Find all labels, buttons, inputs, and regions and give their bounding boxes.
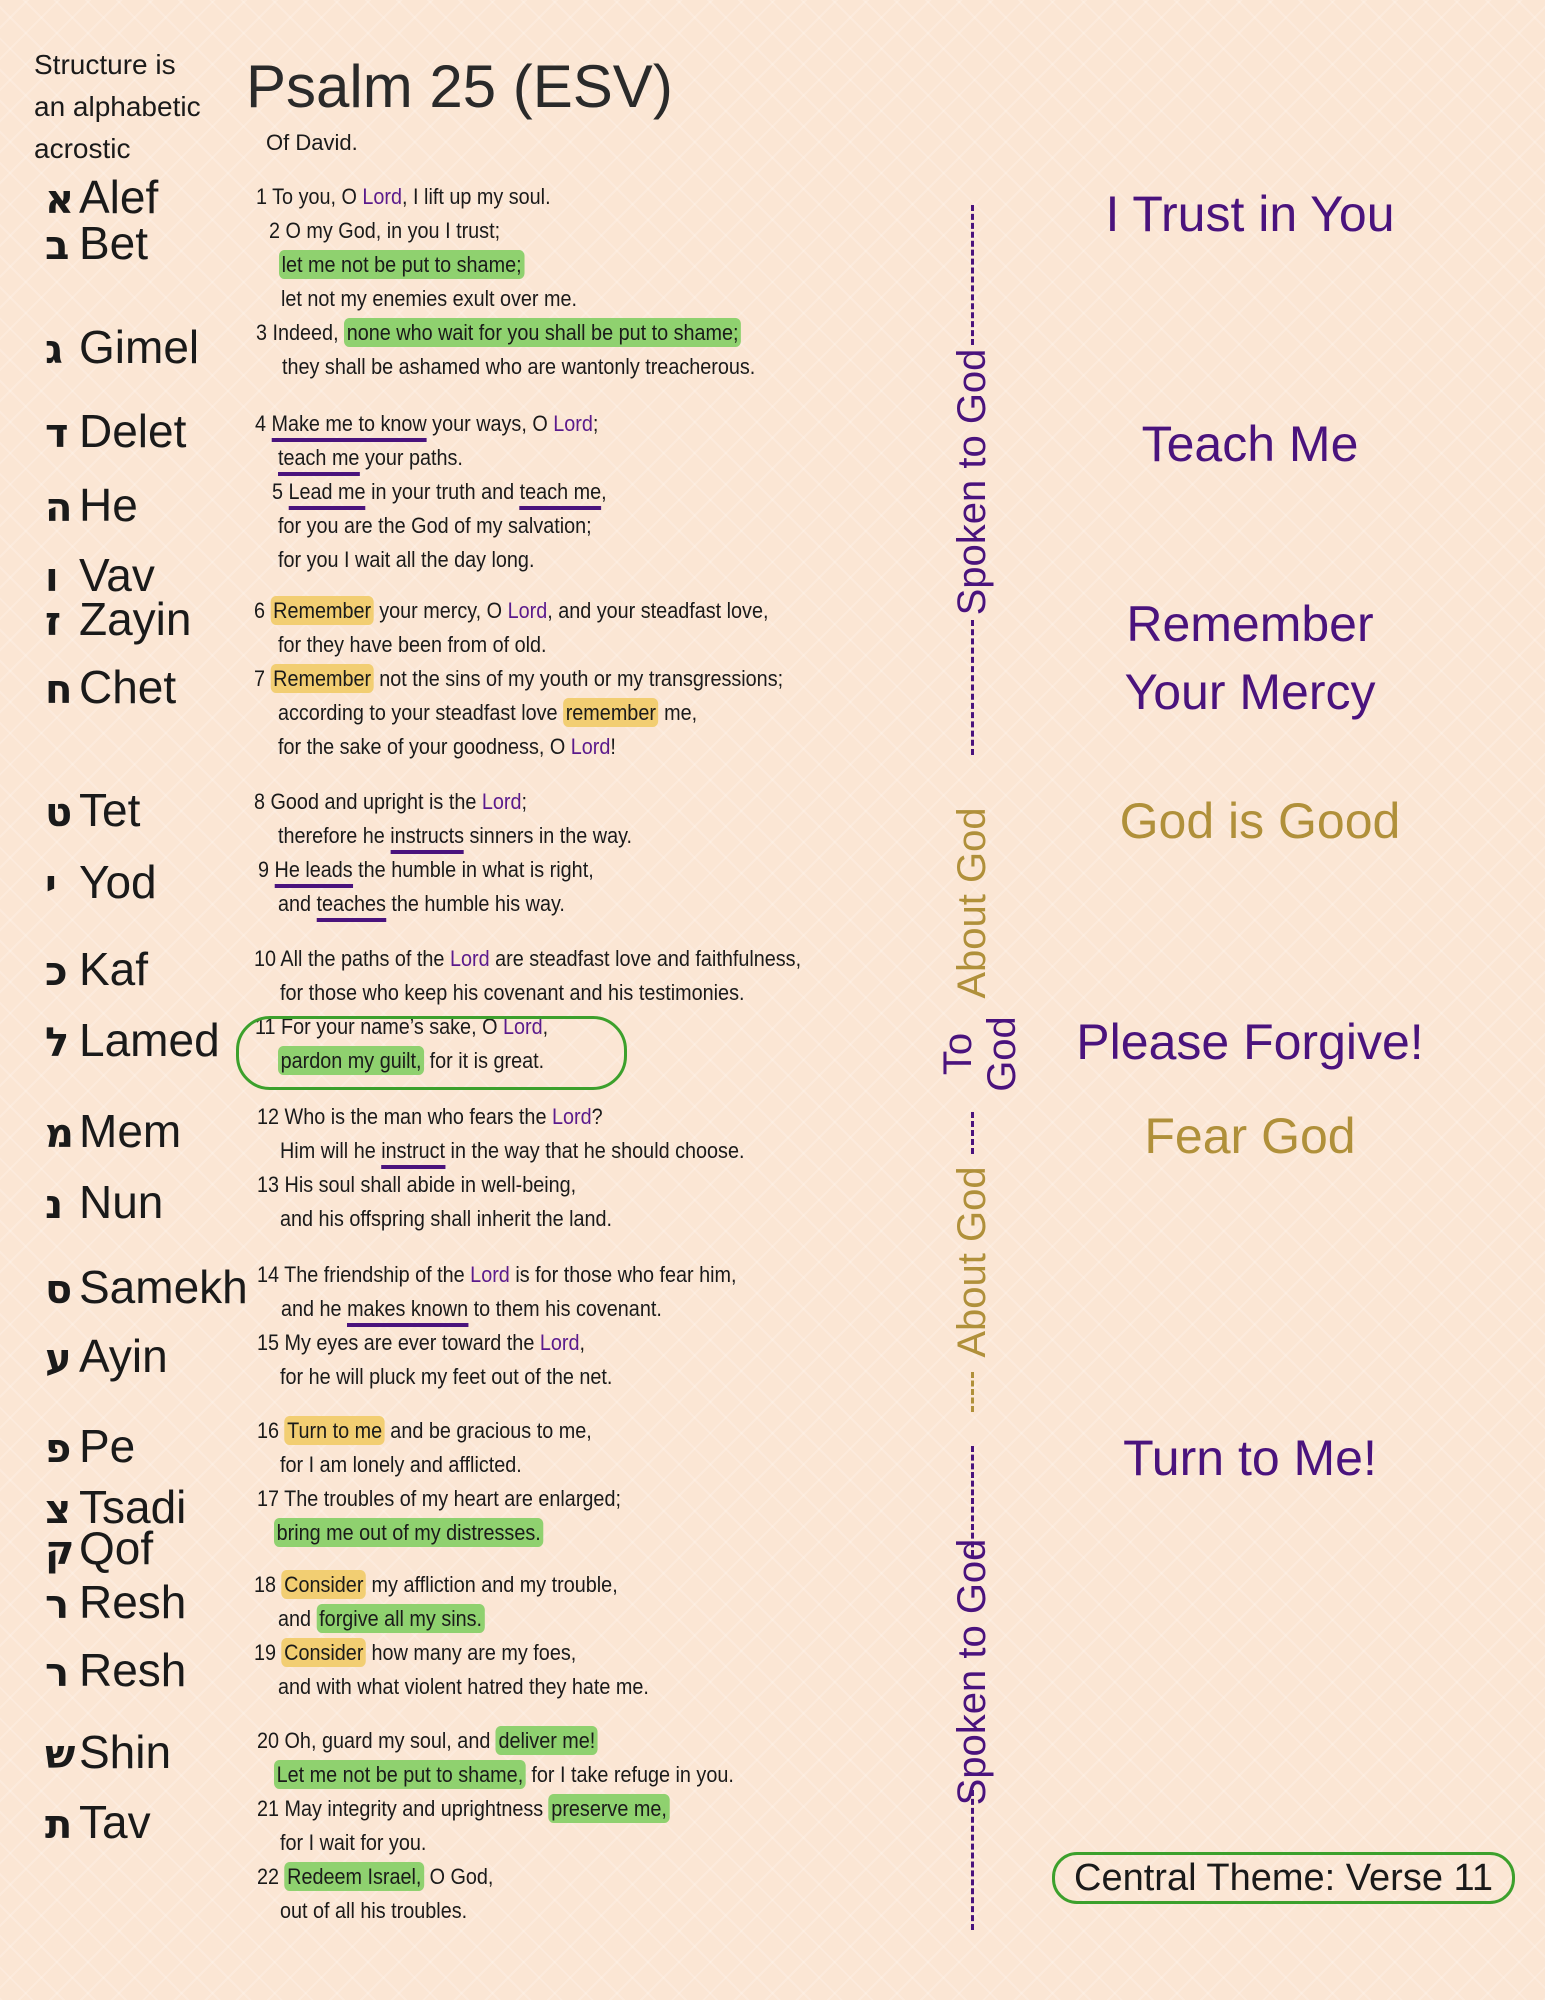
hebrew-letter-glyph: א: [45, 177, 75, 223]
lord-word: Lord: [507, 598, 548, 623]
text-segment: 9: [258, 857, 275, 882]
lord-word: Lord: [362, 184, 403, 209]
text-segment: , I lift up my soul.: [402, 184, 551, 209]
psalm-line: [257, 1416, 592, 1446]
hebrew-letter-row: [45, 1015, 220, 1068]
theme-remember: [1055, 590, 1445, 726]
hebrew-letter-row: [45, 218, 148, 271]
lord-word: Lord: [481, 789, 522, 814]
hebrew-letter-row: [45, 1331, 168, 1384]
hebrew-letter-name: Zayin: [79, 593, 192, 645]
hebrew-letter-row: [45, 785, 140, 838]
hebrew-letter-glyph: מ: [45, 1111, 74, 1157]
yellow-highlight: remember: [563, 698, 659, 727]
hebrew-letter-glyph: ת: [45, 1802, 73, 1848]
hebrew-letter-name: Mem: [79, 1105, 182, 1157]
section-divider-line: [971, 205, 974, 345]
text-segment: in your truth and: [365, 479, 520, 504]
text-segment: ?: [591, 1104, 603, 1129]
text-segment: are steadfast love and faithfulness,: [489, 946, 802, 971]
psalm-line: [257, 1328, 585, 1358]
hebrew-letter-row: [45, 594, 191, 647]
text-segment: 2 O my God, in you I trust;: [269, 218, 501, 243]
text-segment: me,: [658, 700, 698, 725]
text-segment: 20 Oh, guard my soul, and: [257, 1728, 496, 1753]
hebrew-letter-name: Qof: [79, 1522, 154, 1574]
hebrew-letter-row: [45, 1421, 135, 1474]
hebrew-letter-glyph: ב: [45, 223, 70, 269]
intro-line: acrostic: [34, 133, 131, 164]
text-segment: ;: [592, 411, 599, 436]
yellow-highlight: Consider: [282, 1638, 367, 1667]
hebrew-letter-name: Nun: [79, 1176, 164, 1228]
green-highlight: deliver me!: [496, 1726, 598, 1755]
psalm-line: [280, 1450, 522, 1480]
theme-forgive: Please Forgive!: [1076, 1014, 1424, 1070]
hebrew-letter-glyph: ח: [45, 667, 73, 713]
hebrew-letter-glyph: ר: [45, 1650, 70, 1696]
text-segment: for the sake of your goodness, O: [278, 734, 571, 759]
text-segment: 5: [272, 479, 289, 504]
text-segment: and his offspring shall inherit the land.: [280, 1206, 613, 1231]
text-segment: for you I wait all the day long.: [278, 547, 535, 572]
theme-remember-line: Your Mercy: [1124, 664, 1376, 720]
psalm-line: [278, 821, 632, 851]
psalm-line: [254, 787, 527, 817]
hebrew-letter-name: Gimel: [79, 321, 200, 373]
hebrew-letter-name: Delet: [79, 405, 187, 457]
lord-word: Lord: [551, 1104, 592, 1129]
text-segment: for you are the God of my salvation;: [278, 513, 592, 538]
hebrew-letter-row: [45, 944, 148, 997]
text-segment: in the way that he should choose.: [445, 1138, 745, 1163]
text-segment: ,: [542, 1014, 549, 1039]
hebrew-letter-glyph: ט: [45, 790, 73, 836]
intro-line: Structure is: [34, 49, 176, 80]
text-segment: O God,: [424, 1864, 494, 1889]
psalm-line: [254, 664, 783, 694]
psalm-line: [269, 216, 500, 246]
psalm-line: [278, 698, 697, 728]
text-segment: therefore he: [278, 823, 391, 848]
text-segment: 1 To you, O: [256, 184, 363, 209]
text-segment: and: [278, 1606, 317, 1631]
psalm-line: [278, 630, 547, 660]
hebrew-letter-glyph: נ: [45, 1182, 64, 1228]
underlined-phrase: instruct: [381, 1138, 445, 1169]
text-segment: out of all his troubles.: [280, 1898, 468, 1923]
text-segment: 16: [257, 1418, 285, 1443]
hebrew-letter-glyph: ש: [45, 1732, 76, 1778]
hebrew-letter-glyph: י: [45, 862, 57, 908]
hebrew-letter-glyph: פ: [45, 1426, 72, 1472]
hebrew-letter-name: Bet: [79, 217, 149, 269]
text-segment: how many are my foes,: [366, 1640, 577, 1665]
text-segment: 21 May integrity and uprightness: [257, 1796, 549, 1821]
text-segment: and be gracious to me,: [384, 1418, 592, 1443]
section-label-to: To: [936, 1032, 980, 1076]
theme-teach: Teach Me: [1141, 416, 1359, 472]
intro-note: [34, 44, 234, 170]
psalm-line: [258, 855, 594, 885]
yellow-highlight: Consider: [282, 1570, 367, 1599]
text-segment: 12 Who is the man who fears the: [257, 1104, 552, 1129]
hebrew-letter-name: Yod: [79, 856, 157, 908]
underlined-phrase: makes known: [347, 1296, 468, 1327]
text-segment: Him will he: [280, 1138, 382, 1163]
psalm-line: [280, 1828, 426, 1858]
psalm-line: [274, 1760, 734, 1790]
psalm-line: [256, 182, 551, 212]
section-label-spoken-top: Spoken to God: [950, 348, 994, 616]
text-segment: 7: [254, 666, 271, 691]
hebrew-letter-name: Pe: [79, 1420, 136, 1472]
theme-turn: Turn to Me!: [1123, 1430, 1377, 1486]
psalm-line: [278, 889, 565, 919]
text-segment: and with what violent hatred they hate me.: [278, 1674, 649, 1699]
hebrew-letter-name: Resh: [79, 1644, 187, 1696]
text-segment: 4: [255, 411, 272, 436]
underlined-phrase: He leads: [275, 857, 353, 888]
text-segment: they shall be ashamed who are wantonly treacherous.: [282, 354, 756, 379]
text-segment: for they have been from of old.: [278, 632, 547, 657]
hebrew-letter-name: Ayin: [79, 1330, 168, 1382]
text-segment: 22: [257, 1864, 285, 1889]
lord-word: Lord: [570, 734, 611, 759]
psalm-line: [280, 1896, 467, 1926]
yellow-highlight: Turn to me: [285, 1416, 385, 1445]
green-highlight: preserve me,: [549, 1794, 670, 1823]
psalm-line: [255, 409, 598, 439]
psalm-line: [278, 511, 592, 541]
central-theme-box: Central Theme: Verse 11: [1052, 1852, 1515, 1904]
underlined-phrase: instructs: [390, 823, 464, 854]
psalm-line: [280, 978, 744, 1008]
psalm-line: [280, 1136, 744, 1166]
hebrew-letter-glyph: ס: [45, 1267, 73, 1313]
text-segment: ;: [521, 789, 528, 814]
hebrew-letter-row: [45, 480, 138, 533]
psalm-line: [278, 732, 616, 762]
section-divider-line: [971, 1790, 974, 1930]
green-highlight: none who wait for you shall be put to shame;: [344, 318, 741, 347]
text-segment: for those who keep his covenant and his testimonies.: [280, 980, 745, 1005]
section-divider-line: [971, 1372, 974, 1412]
underlined-phrase: teach me: [278, 445, 359, 476]
hebrew-letter-row: [45, 1727, 171, 1780]
section-divider-line: [971, 620, 974, 755]
hebrew-letter-glyph: ע: [45, 1336, 72, 1382]
hebrew-letter-glyph: ז: [45, 599, 62, 645]
text-segment: 3 Indeed,: [256, 320, 345, 345]
hebrew-letter-glyph: ל: [45, 1020, 70, 1066]
section-label-spoken-bottom: Spoken to God: [950, 1538, 994, 1806]
hebrew-letter-glyph: ד: [45, 411, 69, 457]
hebrew-letter-name: Lamed: [79, 1014, 220, 1066]
psalm-line: [278, 443, 463, 473]
underlined-phrase: teaches: [317, 891, 386, 922]
psalm-line: [256, 318, 741, 348]
underlined-phrase: teach me: [520, 479, 601, 510]
hebrew-letter-name: Alef: [79, 171, 159, 223]
text-segment: 14 The friendship of the: [257, 1262, 471, 1287]
text-segment: ,: [579, 1330, 585, 1355]
text-segment: 13 His soul shall abide in well-being,: [257, 1172, 577, 1197]
text-segment: for he will pluck my feet out of the net.: [280, 1364, 613, 1389]
psalm-line: [254, 1570, 618, 1600]
green-highlight: let me not be put to shame;: [279, 250, 524, 279]
text-segment: sinners in the way.: [464, 823, 633, 848]
text-segment: your paths.: [359, 445, 463, 470]
hebrew-letter-glyph: כ: [45, 949, 68, 995]
text-segment: not the sins of my youth or my transgressions;: [373, 666, 784, 691]
hebrew-letter-row: [45, 1645, 186, 1698]
hebrew-letter-name: Kaf: [79, 943, 149, 995]
section-label-about-top: About God: [950, 807, 994, 999]
yellow-highlight: Remember: [271, 596, 374, 625]
green-highlight: pardon my guilt,: [278, 1046, 424, 1075]
intro-line: an alphabetic: [34, 91, 201, 122]
hebrew-letter-row: [45, 662, 176, 715]
text-segment: for I wait for you.: [280, 1830, 427, 1855]
hebrew-letter-row: [45, 1106, 181, 1159]
underlined-phrase: Lead me: [289, 479, 366, 510]
text-segment: for it is great.: [424, 1048, 545, 1073]
page-subtitle: Of David.: [266, 130, 358, 155]
psalm-line: [254, 944, 801, 974]
hebrew-letter-glyph: ה: [45, 485, 73, 531]
text-segment: for I take refuge in you.: [525, 1762, 734, 1787]
theme-trust: I Trust in You: [1105, 186, 1395, 242]
verse-11-oval: [236, 1016, 627, 1090]
lord-word: Lord: [449, 946, 490, 971]
hebrew-letter-row: [45, 406, 186, 459]
hebrew-letter-glyph: ו: [45, 555, 59, 601]
hebrew-letter-name: Tav: [79, 1796, 151, 1848]
text-segment: 10 All the paths of the: [254, 946, 450, 971]
psalm-line: [280, 1362, 612, 1392]
hebrew-letter-name: Vav: [79, 549, 155, 601]
psalm-line: [274, 1518, 543, 1548]
text-segment: and he: [281, 1296, 348, 1321]
page-title: Psalm 25 (ESV): [246, 53, 673, 120]
lord-word: Lord: [553, 411, 593, 436]
hebrew-letter-name: Tet: [79, 784, 141, 836]
lord-word: Lord: [539, 1330, 580, 1355]
psalm-line: [272, 477, 607, 507]
psalm-line: [278, 545, 534, 575]
text-segment: , and your steadfast love,: [547, 598, 769, 623]
hebrew-letter-row: [45, 1177, 163, 1230]
psalm-line: [282, 352, 755, 382]
hebrew-letter-name: Tsadi: [79, 1481, 187, 1533]
text-segment: 19: [254, 1640, 282, 1665]
psalm-line: [257, 1260, 737, 1290]
theme-fear: Fear God: [1144, 1108, 1356, 1164]
section-label-god: God: [980, 1016, 1024, 1092]
hebrew-letter-name: Chet: [79, 661, 177, 713]
hebrew-letter-row: [45, 857, 157, 910]
hebrew-letter-name: He: [79, 479, 138, 531]
psalm-line: [257, 1794, 670, 1824]
psalm-line: [280, 1204, 612, 1234]
hebrew-letter-glyph: ק: [45, 1528, 75, 1574]
text-segment: the humble his way.: [385, 891, 565, 916]
section-label-about-bottom: About God: [950, 1166, 994, 1358]
psalm-line: [257, 1102, 603, 1132]
underlined-phrase: Make me to know: [272, 411, 427, 442]
hebrew-letter-row: [45, 322, 199, 375]
text-segment: 11 For your name’s sake, O: [255, 1014, 503, 1039]
section-divider-line: [971, 1112, 974, 1154]
text-segment: 18: [254, 1572, 282, 1597]
text-segment: 8 Good and upright is the: [254, 789, 482, 814]
psalm-line: [257, 1170, 576, 1200]
psalm-line: [257, 1726, 598, 1756]
psalm-line: [257, 1484, 621, 1514]
green-highlight: forgive all my sins.: [317, 1604, 485, 1633]
hebrew-letter-glyph: ר: [45, 1582, 70, 1628]
hebrew-letter-glyph: צ: [45, 1487, 72, 1533]
text-segment: !: [610, 734, 616, 759]
text-segment: your mercy, O: [373, 598, 508, 623]
green-highlight: Let me not be put to shame,: [274, 1760, 526, 1789]
psalm-line: [278, 1672, 649, 1702]
text-segment: your ways, O: [426, 411, 554, 436]
psalm-line: [254, 596, 768, 626]
psalm-line: [279, 250, 524, 280]
hebrew-letter-row: [45, 1577, 186, 1630]
text-segment: according to your steadfast love: [278, 700, 564, 725]
text-segment: 17 The troubles of my heart are enlarged;: [257, 1486, 621, 1511]
lord-word: Lord: [470, 1262, 510, 1287]
psalm-line: [257, 1862, 493, 1892]
psalm-line: [254, 1638, 576, 1668]
psalm-line: [281, 284, 577, 314]
text-segment: the humble in what is right,: [352, 857, 594, 882]
lord-word: Lord: [502, 1014, 543, 1039]
hebrew-letter-name: Resh: [79, 1576, 187, 1628]
theme-remember-line: Remember: [1126, 596, 1374, 652]
hebrew-letter-name: Shin: [79, 1726, 172, 1778]
theme-good: God is Good: [1119, 793, 1401, 849]
hebrew-letter-row: [45, 1523, 153, 1576]
green-highlight: Redeem Israel,: [285, 1862, 425, 1891]
text-segment: my affliction and my trouble,: [366, 1572, 618, 1597]
text-segment: 15 My eyes are ever toward the: [257, 1330, 540, 1355]
text-segment: 6: [254, 598, 271, 623]
hebrew-letter-row: [45, 1797, 151, 1850]
hebrew-letter-row: [45, 1262, 248, 1315]
hebrew-letter-name: Samekh: [79, 1261, 248, 1313]
text-segment: to them his covenant.: [468, 1296, 662, 1321]
text-segment: ,: [601, 479, 607, 504]
text-segment: for I am lonely and afflicted.: [280, 1452, 522, 1477]
text-segment: and: [278, 891, 317, 916]
yellow-highlight: Remember: [271, 664, 374, 693]
psalm-line: [278, 1604, 485, 1634]
psalm-line: [281, 1294, 662, 1324]
hebrew-letter-glyph: ג: [45, 327, 63, 373]
text-segment: let not my enemies exult over me.: [281, 286, 578, 311]
text-segment: is for those who fear him,: [509, 1262, 737, 1287]
green-highlight: bring me out of my distresses.: [274, 1518, 543, 1547]
